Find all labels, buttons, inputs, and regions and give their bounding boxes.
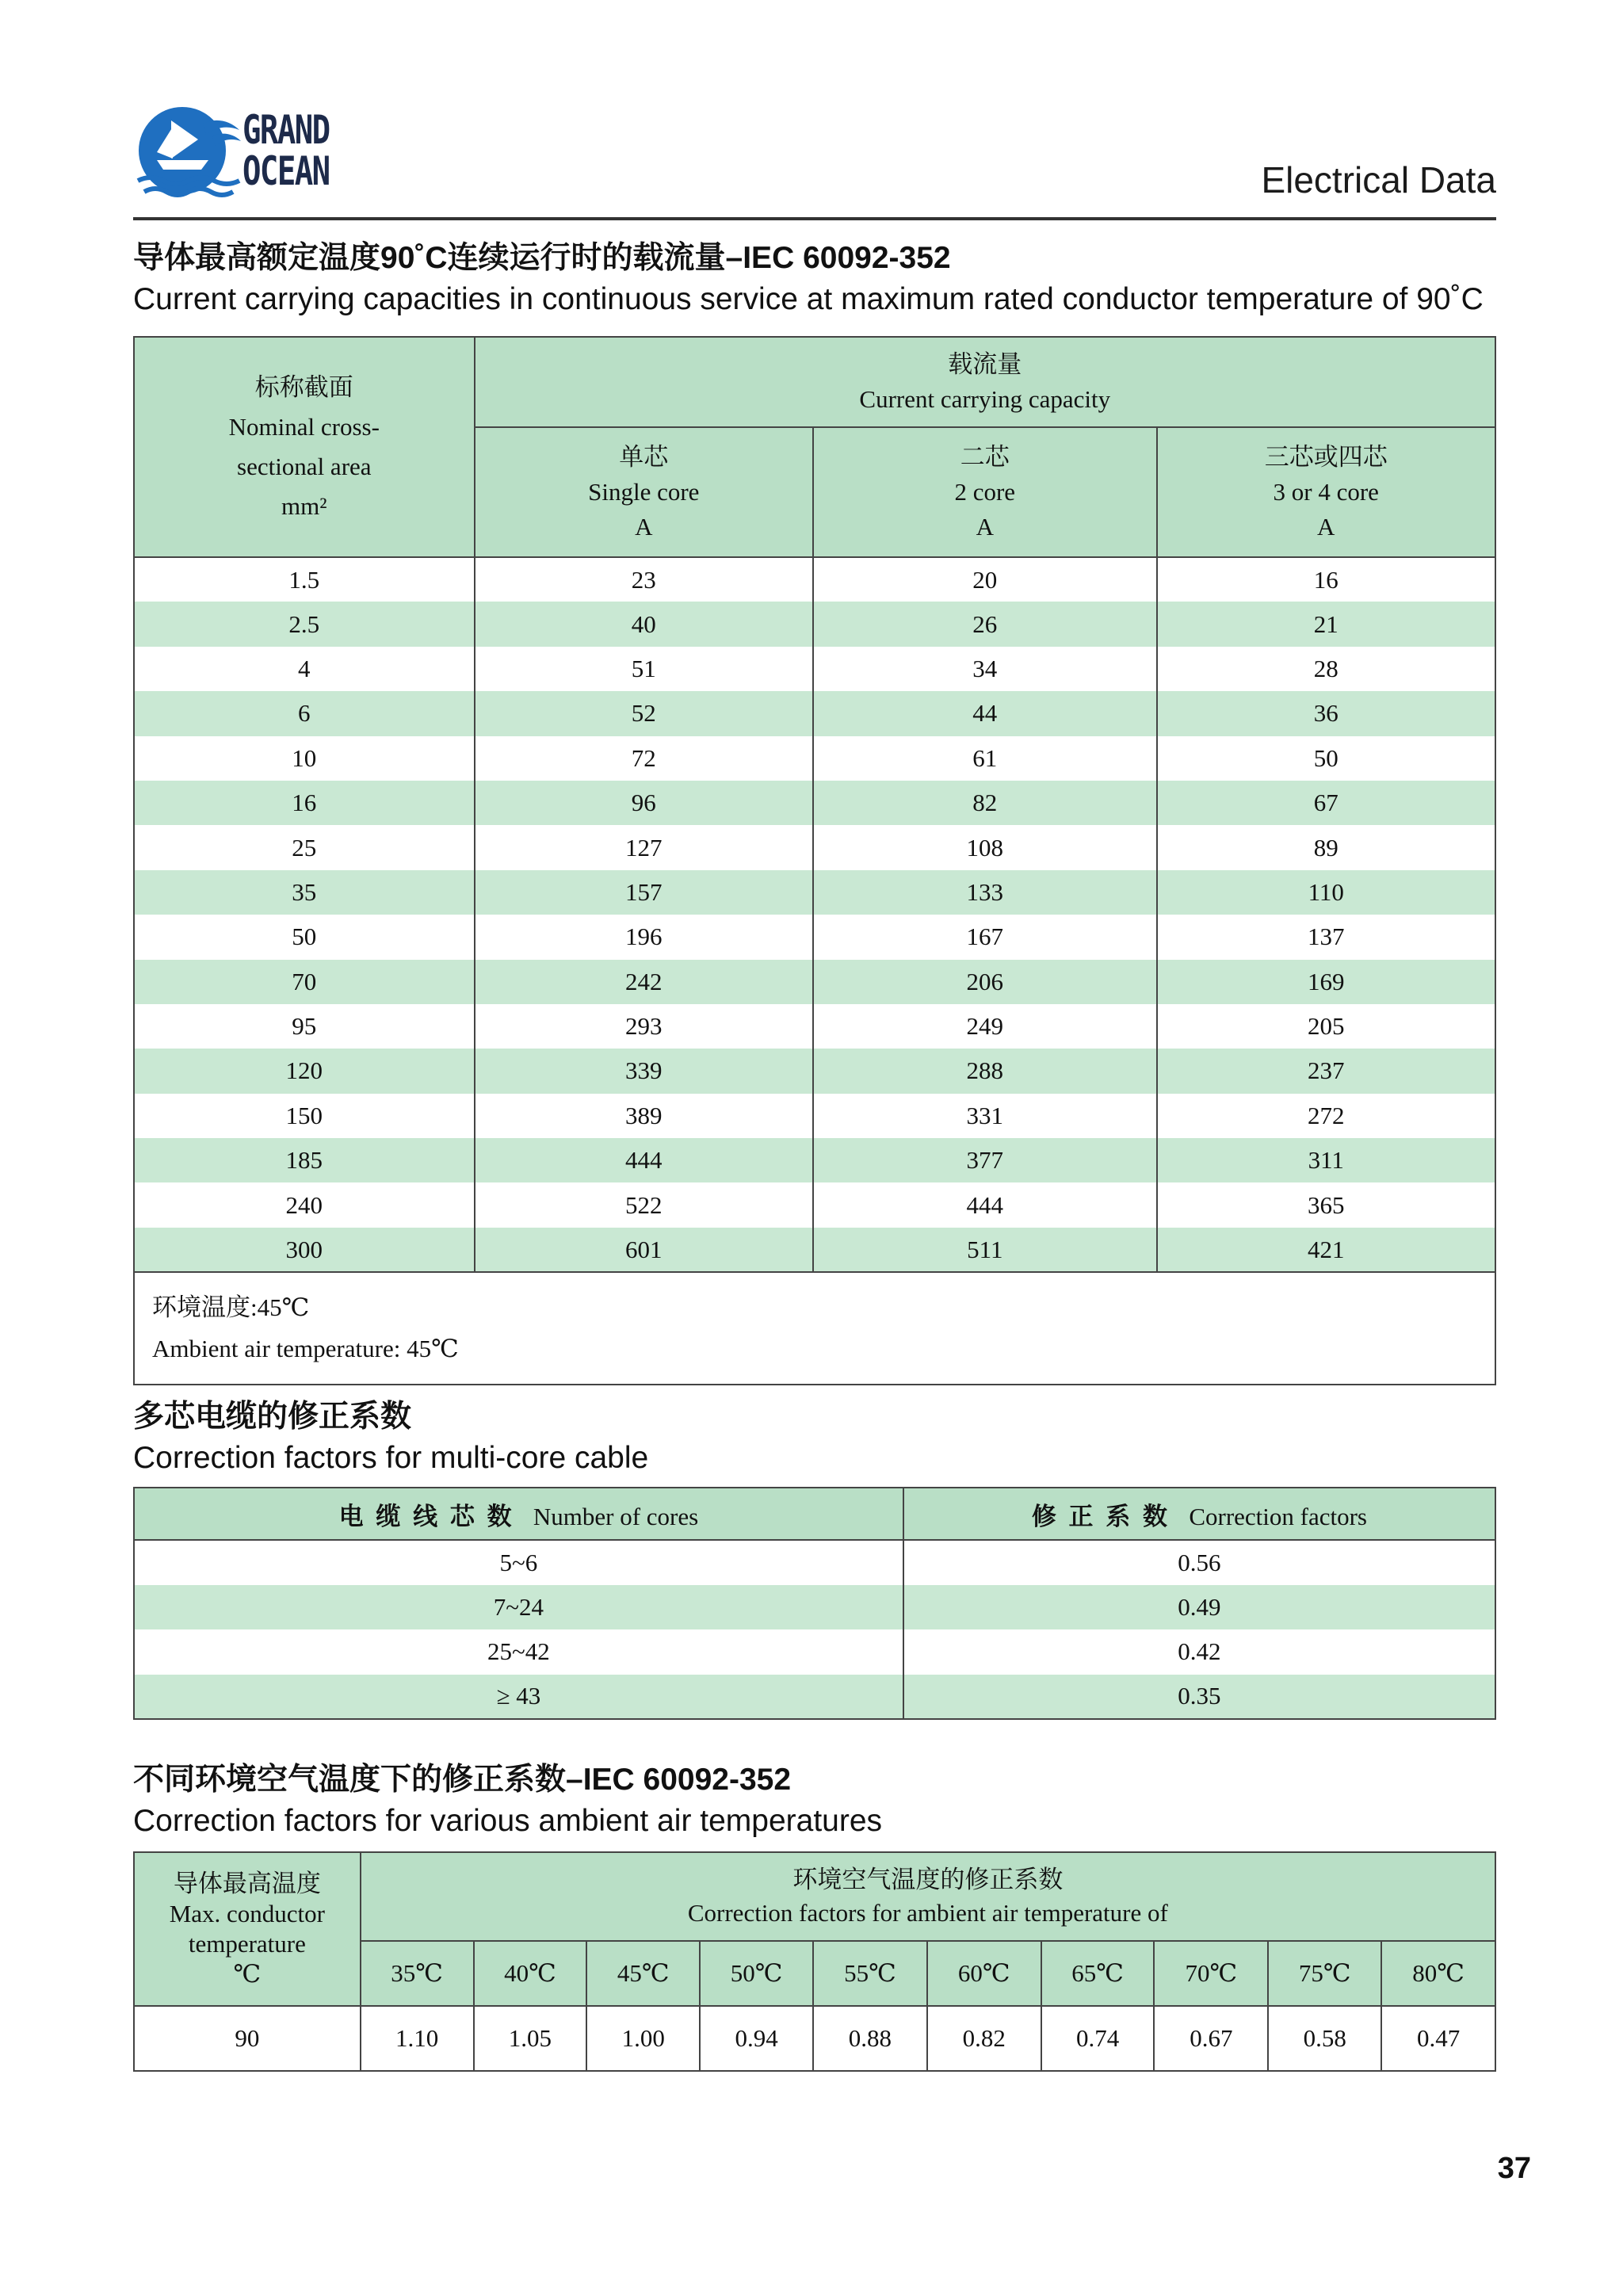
- table-row: [134, 1675, 1495, 1720]
- row-label-cell: 90: [134, 2006, 361, 2071]
- table-cell: 61: [813, 736, 1156, 781]
- temperature-header-cell: 45℃: [586, 1941, 700, 2006]
- table-cell: 4: [134, 647, 475, 691]
- col-header-three-four-en: 3 or 4 core: [1273, 478, 1379, 506]
- table3-title-en: Correction factors for various ambient air temperatures: [133, 1804, 883, 1838]
- col-header-single-unit: A: [635, 513, 653, 541]
- table-cell: 67: [1157, 781, 1496, 825]
- correction-value-cell: 0.94: [700, 2006, 813, 2071]
- correction-value-cell: 0.88: [813, 2006, 927, 2071]
- table-cell: 34: [813, 647, 1156, 691]
- table-cell: 300: [134, 1228, 475, 1272]
- temperature-header-cell: 75℃: [1268, 1941, 1381, 2006]
- table3-title: [133, 1759, 882, 1842]
- table-cell: 205: [1157, 1004, 1496, 1049]
- col-header-max-temp-zh: 导体最高温度: [173, 1870, 321, 1897]
- correction-value-cell: 0.67: [1154, 2006, 1268, 2071]
- correction-value-cell: 1.10: [361, 2006, 474, 2071]
- col-header-two-unit: A: [976, 513, 994, 541]
- correction-values-row: [134, 2006, 1495, 2071]
- col-header-factors: [903, 1488, 1495, 1540]
- header-divider: [133, 217, 1496, 220]
- table-cell: 72: [475, 736, 814, 781]
- table-cell: 82: [813, 781, 1156, 825]
- table-row: [134, 647, 1495, 691]
- col-header-area: [134, 337, 475, 557]
- table2-title: [133, 1396, 648, 1479]
- table-cell: 96: [475, 781, 814, 825]
- current-capacity-rows: [134, 557, 1495, 1272]
- table-row: [134, 870, 1495, 915]
- group-header-zh: 载流量: [948, 350, 1022, 378]
- multicore-correction-rows: [134, 1540, 1495, 1719]
- table-cell: 240: [134, 1182, 475, 1227]
- table-cell: 7~24: [134, 1585, 903, 1630]
- table-row: [134, 915, 1495, 959]
- table-cell: 167: [813, 915, 1156, 959]
- table-cell: 28: [1157, 647, 1496, 691]
- table-cell: 5~6: [134, 1540, 903, 1585]
- col-header-area-zh: 标称截面: [254, 373, 353, 401]
- table-cell: 249: [813, 1004, 1156, 1049]
- table-cell: 389: [475, 1094, 814, 1138]
- table-row: [134, 825, 1495, 869]
- col-header-area-en2: sectional area: [237, 453, 372, 480]
- table-cell: 95: [134, 1004, 475, 1049]
- ambient-note-en: Ambient air temperature: 45℃: [152, 1335, 459, 1363]
- table-cell: 70: [134, 960, 475, 1004]
- grand-ocean-logo-icon: [133, 103, 244, 198]
- table-cell: 365: [1157, 1182, 1496, 1227]
- table-cell: 137: [1157, 915, 1496, 959]
- table2-title-zh: 多芯电缆的修正系数: [133, 1400, 412, 1434]
- table-cell: 288: [813, 1049, 1156, 1093]
- col-header-two-zh: 二芯: [960, 443, 1010, 471]
- table-cell: 157: [475, 870, 814, 915]
- table-cell: 50: [1157, 736, 1496, 781]
- table-row: [134, 1585, 1495, 1630]
- table-cell: 601: [475, 1228, 814, 1272]
- group-header-ambient-zh: 环境空气温度的修正系数: [792, 1866, 1064, 1893]
- table-cell: 23: [475, 557, 814, 602]
- table-cell: 444: [475, 1138, 814, 1182]
- table-cell: 196: [475, 915, 814, 959]
- table-cell: 272: [1157, 1094, 1496, 1138]
- col-header-cores-zh: 电 缆 线 芯 数: [338, 1502, 515, 1530]
- section-title: Electrical Data: [1261, 159, 1496, 201]
- table-row: [134, 960, 1495, 1004]
- col-header-cores-en: Number of cores: [533, 1502, 699, 1530]
- col-header-area-en1: Nominal cross-: [228, 413, 380, 441]
- table-cell: 127: [475, 825, 814, 869]
- table-cell: 377: [813, 1138, 1156, 1182]
- table-cell: 331: [813, 1094, 1156, 1138]
- col-header-two-en: 2 core: [954, 478, 1016, 506]
- table-cell: 150: [134, 1094, 475, 1138]
- col-header-single-zh: 单芯: [619, 443, 669, 471]
- table-cell: 50: [134, 915, 475, 959]
- col-header-max-temp-unit: ℃: [233, 1960, 262, 1988]
- table1-title-zh: 导体最高额定温度90˚C连续运行时的载流量–IEC 60092-352: [133, 241, 951, 275]
- correction-value-cell: 0.58: [1268, 2006, 1381, 2071]
- table-cell: 444: [813, 1182, 1156, 1227]
- group-header-ambient-en: Correction factors for ambient air temperature of: [687, 1899, 1168, 1927]
- table2-title-en: Correction factors for multi-core cable: [133, 1441, 649, 1475]
- temperature-header-cell: 50℃: [700, 1941, 813, 2006]
- table-row: [134, 557, 1495, 602]
- table-row: [134, 1004, 1495, 1049]
- table-row: [134, 1094, 1495, 1138]
- table-row: [134, 1228, 1495, 1272]
- current-capacity-table: [133, 336, 1496, 1385]
- brand-line-2: OCEAN: [242, 148, 330, 194]
- table-row: [134, 1138, 1495, 1182]
- temperature-header-cell: 60℃: [927, 1941, 1041, 2006]
- table-row: [134, 1182, 1495, 1227]
- table1-title: [133, 238, 1484, 320]
- table-cell: 133: [813, 870, 1156, 915]
- col-header-three-four-zh: 三芯或四芯: [1264, 443, 1388, 471]
- table-cell: 0.49: [903, 1585, 1495, 1630]
- table-cell: 35: [134, 870, 475, 915]
- table-cell: 206: [813, 960, 1156, 1004]
- ambient-note: [134, 1272, 1495, 1385]
- table-cell: 237: [1157, 1049, 1496, 1093]
- col-header-three-four: [1157, 427, 1496, 557]
- table-cell: 20: [813, 557, 1156, 602]
- group-header-ambient: [361, 1852, 1495, 1941]
- group-header-capacity: [475, 337, 1495, 427]
- table-cell: 25~42: [134, 1629, 903, 1675]
- table-cell: 1.5: [134, 557, 475, 602]
- table3-title-zh: 不同环境空气温度下的修正系数–IEC 60092-352: [133, 1763, 792, 1797]
- table-cell: 25: [134, 825, 475, 869]
- table-row: [134, 736, 1495, 781]
- table-cell: 16: [134, 781, 475, 825]
- table-cell: 110: [1157, 870, 1496, 915]
- multicore-correction-table: [133, 1487, 1496, 1720]
- table-row: [134, 1629, 1495, 1675]
- table-cell: 16: [1157, 557, 1496, 602]
- brand-name: [242, 109, 330, 192]
- temperature-header-cell: 40℃: [474, 1941, 587, 2006]
- table-cell: 36: [1157, 691, 1496, 735]
- col-header-max-temp: [134, 1852, 361, 2006]
- table-row: [134, 1540, 1495, 1585]
- table-cell: 10: [134, 736, 475, 781]
- correction-value-cell: 0.47: [1381, 2006, 1495, 2071]
- correction-value-cell: 1.05: [474, 2006, 587, 2071]
- table-row: [134, 691, 1495, 735]
- table-cell: 311: [1157, 1138, 1496, 1182]
- temperature-header-cell: 70℃: [1154, 1941, 1268, 2006]
- ambient-correction-table: [133, 1851, 1496, 2072]
- table-cell: 185: [134, 1138, 475, 1182]
- col-header-area-unit: mm²: [281, 492, 327, 520]
- table-cell: 242: [475, 960, 814, 1004]
- col-header-factors-zh: 修 正 系 数: [1031, 1502, 1171, 1530]
- table-cell: ≥ 43: [134, 1675, 903, 1720]
- temperature-header-cell: 65℃: [1041, 1941, 1155, 2006]
- col-header-cores: [134, 1488, 903, 1540]
- table-cell: 108: [813, 825, 1156, 869]
- table1-title-en: Current carrying capacities in continuous service at maximum rated conductor temperature of 90˚C: [133, 282, 1484, 316]
- table-cell: 52: [475, 691, 814, 735]
- table-row: [134, 1049, 1495, 1093]
- brand-line-1: GRAND: [242, 107, 330, 153]
- table-row: [134, 781, 1495, 825]
- col-header-three-four-unit: A: [1317, 513, 1335, 541]
- temperature-header-cell: 80℃: [1381, 1941, 1495, 2006]
- table-cell: 0.56: [903, 1540, 1495, 1585]
- col-header-factors-en: Correction factors: [1189, 1502, 1367, 1530]
- correction-value-cell: 0.74: [1041, 2006, 1155, 2071]
- table-cell: 522: [475, 1182, 814, 1227]
- table-row: [134, 602, 1495, 646]
- temperature-header-cell: 55℃: [813, 1941, 927, 2006]
- col-header-max-temp-en2: temperature: [188, 1930, 306, 1958]
- table-cell: 6: [134, 691, 475, 735]
- table-cell: 0.42: [903, 1629, 1495, 1675]
- col-header-max-temp-en1: Max. conductor: [169, 1900, 325, 1927]
- table-cell: 0.35: [903, 1675, 1495, 1720]
- table-cell: 51: [475, 647, 814, 691]
- table-cell: 293: [475, 1004, 814, 1049]
- table-cell: 120: [134, 1049, 475, 1093]
- table-cell: 26: [813, 602, 1156, 646]
- table-cell: 511: [813, 1228, 1156, 1272]
- table-cell: 44: [813, 691, 1156, 735]
- table-cell: 339: [475, 1049, 814, 1093]
- table-cell: 169: [1157, 960, 1496, 1004]
- table-cell: 21: [1157, 602, 1496, 646]
- table-cell: 89: [1157, 825, 1496, 869]
- page-number: 37: [1497, 2152, 1531, 2185]
- group-header-en: Current carrying capacity: [859, 385, 1111, 413]
- correction-value-cell: 1.00: [586, 2006, 700, 2071]
- table-cell: 40: [475, 602, 814, 646]
- table-cell: 2.5: [134, 602, 475, 646]
- col-header-single-en: Single core: [588, 478, 700, 506]
- col-header-two: [813, 427, 1156, 557]
- temperature-header-cell: 35℃: [361, 1941, 474, 2006]
- table-cell: 421: [1157, 1228, 1496, 1272]
- correction-value-cell: 0.82: [927, 2006, 1041, 2071]
- col-header-single: [475, 427, 814, 557]
- ambient-note-zh: 环境温度:45℃: [152, 1293, 310, 1322]
